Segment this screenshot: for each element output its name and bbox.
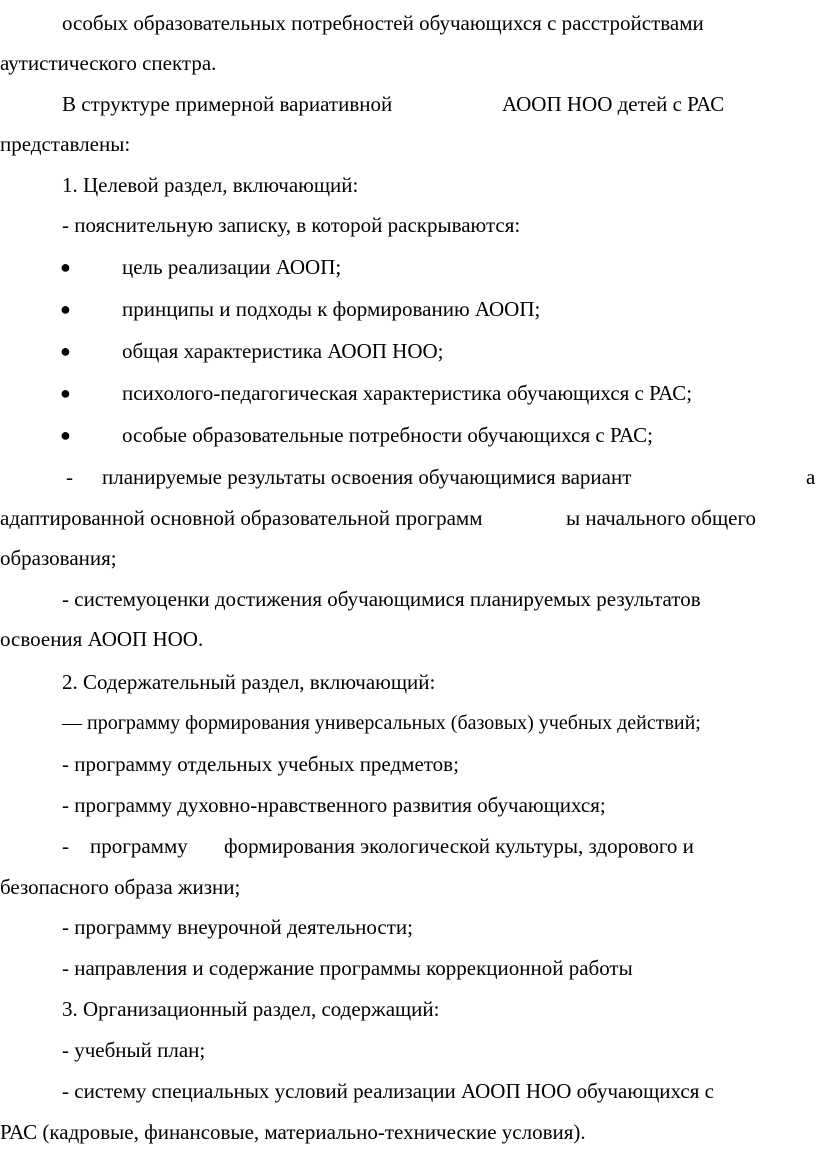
list-item: общая характеристика АООП НОО; [122, 339, 444, 363]
text-fragment: ы начального общего [566, 506, 757, 530]
text-line: - направления и содержание программы коррекционной работы [62, 956, 633, 980]
text-line: формирования экологической культуры, здорового и [224, 834, 694, 858]
text-line: - программу духовно-нравственного развития обучающихся; [62, 793, 606, 817]
section-heading: 1. Целевой раздел, включающий: [62, 173, 359, 197]
text-line: — программу формирования универсальных (базовых) учебных действий; [62, 712, 701, 734]
text-line: - программу внеурочной деятельности; [62, 915, 413, 939]
text-fragment: программу [90, 834, 188, 858]
text-line: - учебный план; [62, 1038, 206, 1062]
text-line: представлены: [0, 132, 131, 156]
text-fragment: а [806, 465, 816, 489]
text-line: адаптированной основной образовательной программ [0, 506, 483, 530]
text-line: - систему специальных условий реализации АООП НОО обучающихся с [62, 1079, 714, 1103]
dash-marker: - [66, 465, 73, 489]
section-heading: 2. Содержательный раздел, включающий: [62, 670, 436, 694]
bullet-icon: ● [60, 341, 71, 361]
bullet-icon: ● [60, 257, 71, 277]
text-line: В структуре примерной вариативной [62, 92, 393, 116]
text-line: - программу отдельных учебных предметов; [62, 752, 459, 776]
text-line: освоения АООП НОО. [0, 627, 204, 651]
text-line: - пояснительную записку, в которой раскрываются: [62, 213, 521, 237]
text-line: особых образовательных потребностей обучающихся с расстройствами [62, 11, 704, 35]
text-line: безопасного образа жизни; [0, 875, 241, 899]
list-item: цель реализации АООП; [122, 255, 342, 279]
bullet-icon: ● [60, 383, 71, 403]
text-line: образования; [0, 546, 117, 570]
bullet-icon: ● [60, 425, 71, 445]
text-line: - системуоценки достижения обучающимися планируемых результатов [62, 587, 701, 611]
dash-marker: - [62, 834, 69, 858]
text-line: планируемые результаты освоения обучающимися вариант [102, 465, 632, 489]
list-item: принципы и подходы к формированию АООП; [122, 297, 541, 321]
text-line: РАС (кадровые, финансовые, материально-технические условия). [0, 1120, 586, 1144]
bullet-icon: ● [60, 299, 71, 319]
list-item: психолого-педагогическая характеристика обучающихся с РАС; [122, 381, 693, 405]
section-heading: 3. Организационный раздел, содержащий: [62, 997, 440, 1021]
list-item: особые образовательные потребности обучающихся с РАС; [122, 423, 653, 447]
text-line: аутистического спектра. [0, 51, 217, 75]
text-line: АООП НОО детей с РАС [502, 92, 725, 116]
